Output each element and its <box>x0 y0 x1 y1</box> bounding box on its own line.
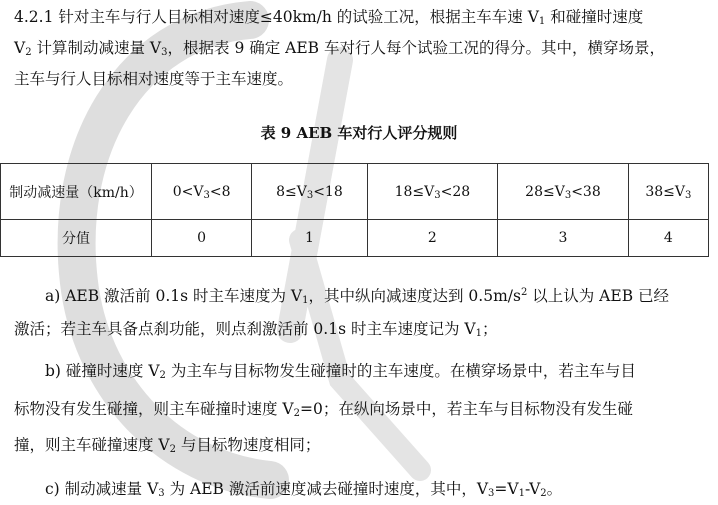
score-cell: 3 <box>498 220 629 257</box>
note-b-line-1: b) 碰撞时速度 $V_2$ 为主车与目标物发生碰撞时的主车速度。在横穿场景中，若主车与目 <box>45 362 636 381</box>
range-cell: $0<V_3<8$ <box>152 164 252 220</box>
intro-line-3: 主车与行人目标相对速度等于主车速度。 <box>14 70 294 88</box>
range-cell: $18\le V_3<28$ <box>367 164 498 220</box>
note-a-line-1: a) AEB 激活前 0.1s 时主车速度为 $V_1$，其中纵向减速度达到 $0.5m/s^2$ 以上认为 AEB 已经 <box>45 287 670 306</box>
intro-line-1: 4.2.1 针对主车与行人目标相对速度≤40km/h 的试验工况，根据主车车速 $V_1$ 和碰撞时速度 <box>14 8 644 27</box>
range-cell: $38\le V_3$ <box>628 164 708 220</box>
score-cell: 1 <box>252 220 367 257</box>
range-cell: $8\le V_3<18$ <box>252 164 367 220</box>
score-cell: 4 <box>628 220 708 257</box>
score-cell: 0 <box>152 220 252 257</box>
intro-line-2: $V_2$ 计算制动减速量 $V_3$，根据表 9 确定 AEB 车对行人每个试验工况的得分。其中，横穿场景， <box>14 39 665 58</box>
table-row-ranges <box>1 164 709 220</box>
score-label: 分值 <box>1 220 152 257</box>
note-b-line-2: 标物没有发生碰撞，则主车碰撞时速度 $V_2=0$；在纵向场景中，若主车与目标物没有发生碰 <box>14 400 633 419</box>
range-cell: $28\le V_3<38$ <box>498 164 629 220</box>
table-header-label: 制动减速量（km/h） <box>1 164 152 220</box>
note-c-line-1: c) 制动减速量 $V_3$ 为 AEB 激活前速度减去碰撞时速度，其中，$V_3=V_1-V_2$。 <box>45 480 563 499</box>
score-cell: 2 <box>367 220 498 257</box>
note-b-line-3: 撞，则主车碰撞速度 $V_2$ 与目标物速度相同； <box>14 436 321 455</box>
note-a-line-2: 激活；若主车具备点刹功能，则点刹激活前 0.1s 时主车速度记为 $V_1$； <box>14 320 498 339</box>
scoring-table <box>0 163 709 257</box>
table-caption: 表 9 AEB 车对行人评分规则 <box>260 124 458 142</box>
table-row-scores <box>1 220 709 257</box>
